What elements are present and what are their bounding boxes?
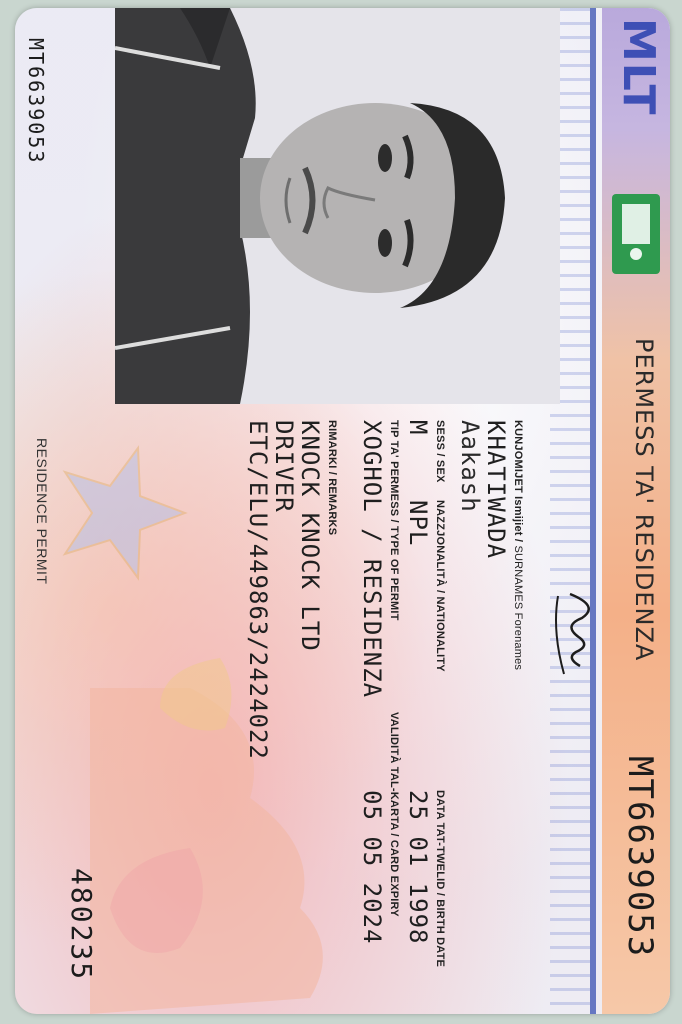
signature-icon (540, 586, 610, 678)
card-title: PERMESS TA' RESIDENZA (630, 338, 658, 662)
permit-type-label: TIP TA' PERMESS / TYPE OF PERMIT (388, 420, 400, 621)
remarks-line-2: DRIVER (270, 420, 298, 513)
nationality-label: NAZZJONALITÀ / NATIONALITY (434, 500, 446, 672)
map-watermark (90, 648, 520, 1014)
serial-number: 480235 (65, 868, 98, 982)
remarks-line-1: KNOCK KNOCK LTD (296, 420, 324, 652)
security-line (590, 8, 596, 1014)
residence-permit-card (15, 8, 670, 1014)
sex-value: M (404, 420, 432, 436)
birth-date-value: 25 01 1998 (404, 790, 432, 945)
portrait-figure (115, 8, 560, 404)
surnames-label: KUNJOMIJET Ismijiet / SURNAMES Forenames (512, 420, 524, 671)
forename-value: Aakash (456, 420, 484, 513)
expiry-label: VALIDITÀ TAL-KARTA / CARD EXPIRY (388, 712, 400, 917)
birth-date-label: DATA TAT-TWELID / BIRTH DATE (434, 790, 446, 968)
holder-photo (115, 8, 560, 404)
expiry-value: 05 05 2024 (358, 790, 386, 945)
nationality-value: NPL (404, 500, 432, 547)
logo-text: MLT (613, 18, 664, 116)
mlt-logo (602, 18, 666, 168)
remarks-line-3: ETC/ELU/449863/2424022 (244, 420, 272, 760)
malta-flag-icon (612, 194, 660, 274)
side-card-number: MT6639053 (24, 38, 48, 165)
surname-value: KHATIWADA (482, 420, 510, 560)
sex-label: SESS / SEX (434, 420, 446, 483)
residence-permit-label: RESIDENCE PERMIT (34, 438, 50, 585)
permit-type-value: XOGHOL / RESIDENZA (358, 420, 386, 699)
card-number: MT6639053 (620, 756, 660, 959)
remarks-label: RIMARKI / REMARKS (326, 420, 338, 536)
star-watermark-icon (60, 438, 190, 588)
